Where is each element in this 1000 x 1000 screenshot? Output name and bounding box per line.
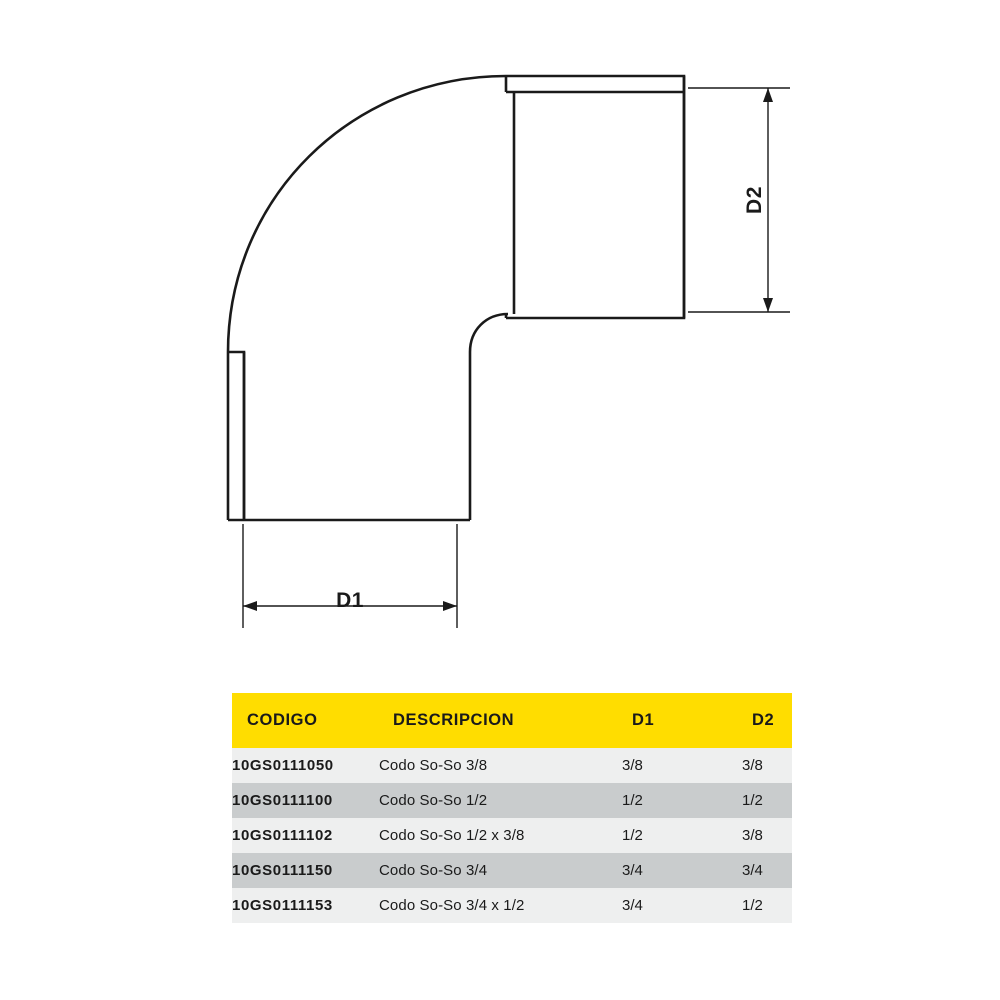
cell-codigo: 10GS0111102 — [232, 827, 333, 844]
cell-descripcion: Codo So-So 3/8 — [379, 757, 488, 774]
header-codigo: CODIGO — [247, 711, 318, 729]
cell-d1: 1/2 — [622, 827, 643, 844]
cell-descripcion: Codo So-So 1/2 x 3/8 — [379, 827, 525, 844]
elbow-outline — [228, 76, 684, 520]
table-header-row — [232, 693, 792, 748]
table-header — [232, 693, 792, 748]
cell-descripcion: Codo So-So 1/2 — [379, 792, 488, 809]
cell-d2: 3/8 — [742, 757, 763, 774]
header-d1: D1 — [632, 711, 655, 729]
d1-label: D1 — [336, 589, 364, 612]
spec-table — [232, 693, 792, 923]
cell-d1: 3/8 — [622, 757, 643, 774]
cell-d1: 1/2 — [622, 792, 643, 809]
cell-descripcion: Codo So-So 3/4 — [379, 862, 488, 879]
d2-label: D2 — [743, 186, 766, 214]
table-row — [232, 853, 792, 888]
d1-dimension — [243, 524, 457, 628]
spec-table-container — [232, 693, 792, 923]
cell-codigo: 10GS0111153 — [232, 897, 333, 914]
cell-descripcion: Codo So-So 3/4 x 1/2 — [379, 897, 525, 914]
cell-d2: 3/8 — [742, 827, 763, 844]
table-row — [232, 818, 792, 853]
d2-dimension — [688, 88, 790, 312]
cell-codigo: 10GS0111150 — [232, 862, 333, 879]
cell-d2: 1/2 — [742, 897, 763, 914]
cell-d1: 3/4 — [622, 862, 643, 879]
cell-d1: 3/4 — [622, 897, 643, 914]
header-d2: D2 — [752, 711, 775, 729]
cell-codigo: 10GS0111100 — [232, 792, 333, 809]
table-row — [232, 783, 792, 818]
cell-codigo: 10GS0111050 — [232, 757, 334, 774]
table-row — [232, 888, 792, 923]
cell-d2: 1/2 — [742, 792, 763, 809]
cell-d2: 3/4 — [742, 862, 763, 879]
header-descripcion: DESCRIPCION — [393, 711, 515, 729]
table-row — [232, 748, 792, 783]
table-body — [232, 748, 792, 923]
